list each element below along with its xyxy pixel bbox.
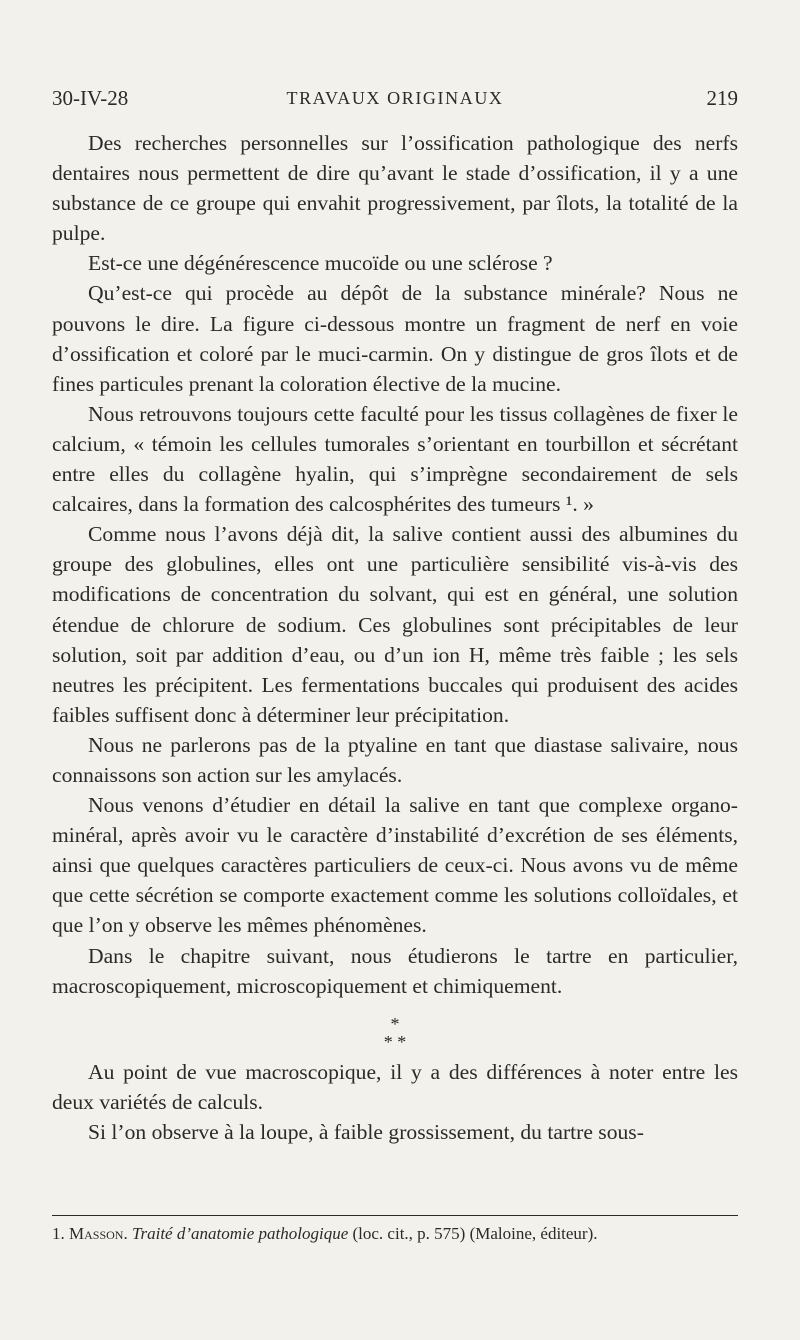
footnote-number: 1. xyxy=(52,1224,65,1243)
paragraph: Nous ne parlerons pas de la ptyaline en tant que diastase salivaire, nous connaissons son action sur les amylacés. xyxy=(52,732,738,787)
section-separator xyxy=(52,1015,738,1051)
separator-stars-bottom: * * xyxy=(383,1031,407,1052)
paragraph: Si l’on observe à la loupe, à faible grossissement, du tartre sous- xyxy=(88,1119,644,1144)
running-header xyxy=(52,86,738,120)
paragraph: Nous venons d’étudier en détail la salive en tant que complexe organo-minéral, après avoir vu le caractère d’instabilité d’excrétion de ses éléments, ainsi que quelques caractères particuliers de ceux-ci. Nous avons vu de même que cette sécrétion se comporte exactement comme les solutions colloïdales, et que l’on y observe les mêmes phénomènes. xyxy=(52,793,738,938)
footnote-reference: (loc. cit., p. 575) (Maloine, éditeur). xyxy=(352,1224,598,1243)
footnote-rule xyxy=(52,1215,738,1216)
running-title: TRAVAUX ORIGINAUX xyxy=(286,88,504,108)
footnote xyxy=(52,1223,738,1245)
paragraph: Qu’est-ce qui procède au dépôt de la substance minérale? Nous ne pouvons le dire. La figure ci-dessous montre un fragment de nerf en voie d’ossification et coloré par le muci-carmin. On y distingue de gros îlots et de fines particules prenant la coloration élective de la mucine. xyxy=(52,281,738,396)
footnote-title: Traité d’anatomie pathologique xyxy=(131,1224,349,1243)
body-text xyxy=(52,128,738,1147)
header-date: 30-IV-28 xyxy=(52,86,129,110)
paragraph: Comme nous l’avons déjà dit, la salive contient aussi des albumines du groupe des globulines, elles ont une particulière sensibilité vis-à-vis des modifications de concentration du solvant, qui est en général, une solution étendue de chlorure de sodium. Ces globulines sont précipitables de leur solution, soit par addition d’eau, ou d’un ion H, même très faible ; les sels neutres les précipitent. Les fermentations buccales qui produisent des acides faibles suffisent donc à déterminer leur précipitation. xyxy=(52,522,738,727)
paragraph: Dans le chapitre suivant, nous étudierons le tartre en particulier, macroscopiquement, microscopiquement et chimiquement. xyxy=(52,943,738,998)
page-number: 219 xyxy=(706,86,738,110)
paragraph: Des recherches personnelles sur l’ossification pathologique des nerfs dentaires nous permettent de dire qu’avant le stade d’ossification, il y a une substance de ce groupe qui envahit progressivement, par îlots, la totalité de la pulpe. xyxy=(52,131,738,246)
paragraph: Est-ce une dégénérescence mucoïde ou une sclérose ? xyxy=(88,251,553,276)
separator-star-top: * xyxy=(390,1013,400,1034)
paragraph: Au point de vue macroscopique, il y a des différences à noter entre les deux variétés de calculs. xyxy=(52,1059,738,1114)
footnote-author: Masson. xyxy=(69,1224,128,1243)
paragraph: Nous retrouvons toujours cette faculté pour les tissus collagènes de fixer le calcium, « témoin les cellules tumorales s’orientant en tourbillon et sécrétant entre elles du collagène hyalin, qui s’imprègne secondairement de sels calcaires, dans la formation des calcosphérites des tumeurs ¹. » xyxy=(52,401,738,517)
